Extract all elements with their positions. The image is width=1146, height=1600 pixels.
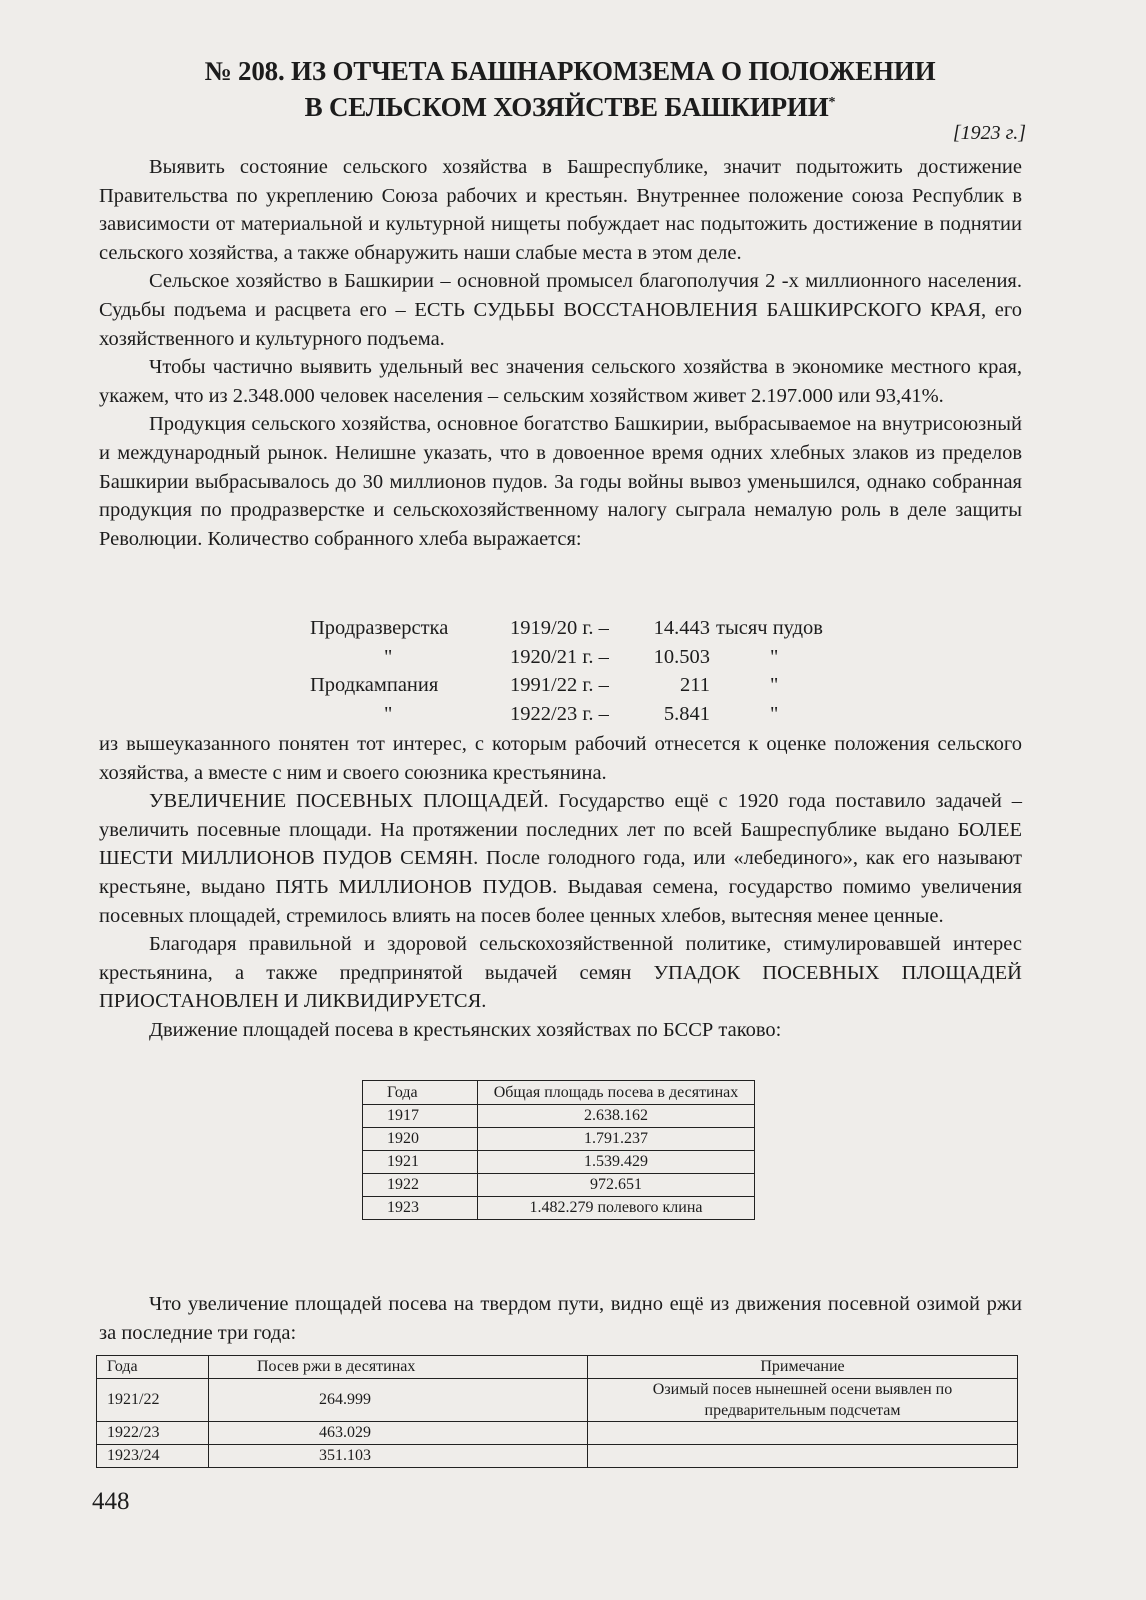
grain-amount: 14.443	[653, 617, 710, 639]
cell-rye-value: 351.103	[209, 1445, 588, 1468]
grain-unit: "	[770, 702, 779, 725]
grain-campaign: Продразверстка	[310, 617, 449, 639]
heading-line-1: № 208. ИЗ ОТЧЕТА БАШНАРКОМЗЕМА О ПОЛОЖЕНИИ	[204, 56, 936, 86]
paragraph: Сельское хозяйство в Башкирии – основной промысел благополучия 2 -х миллионного населения. Судьбы подъема и расцвета его – ЕСТЬ СУДЬБЫ ВОССТАНОВЛЕНИЯ БАШКИРСКОГО КРАЯ, его хозяйственного и культурного подъема.	[99, 270, 1022, 350]
text-block-intro	[99, 153, 1022, 553]
grain-amount: 10.503	[653, 645, 710, 668]
footnote-mark: *	[828, 95, 836, 110]
cell-year: 1922	[363, 1174, 478, 1197]
document-date: [1923 г.]	[952, 122, 1026, 144]
rye-sowing-table	[96, 1355, 1018, 1468]
cell-year: 1921/22	[97, 1379, 209, 1422]
col-header-year: Года	[363, 1081, 478, 1105]
col-header-rye: Посев ржи в десятинах	[209, 1356, 588, 1379]
paragraph: Что увеличение площадей посева на твердом пути, видно ещё из движения посевной озимой ржи за последние три года:	[99, 1293, 1022, 1344]
grain-campaign: Продкампания	[310, 674, 439, 697]
grain-unit: "	[770, 645, 779, 668]
table-header-row	[97, 1356, 1018, 1379]
cell-year: 1920	[363, 1128, 478, 1151]
cell-area: 1.482.279 полевого клина	[478, 1197, 755, 1220]
cell-year: 1921	[363, 1151, 478, 1174]
table-row	[97, 1445, 1018, 1468]
sown-area-table	[362, 1080, 755, 1220]
cell-year: 1923	[363, 1197, 478, 1220]
table-row	[363, 1151, 755, 1174]
table-row	[363, 1197, 755, 1220]
grain-year: 1991/22 г. –	[510, 674, 609, 697]
table-header-row	[363, 1081, 755, 1105]
grain-year: 1919/20 г. –	[510, 617, 609, 639]
text-block-sowing	[99, 730, 1022, 1045]
cell-area: 2.638.162	[478, 1105, 755, 1128]
paragraph: Продукция сельского хозяйства, основное богатство Башкирии, выбрасываемое на внутрисоюзный и международный рынок. Нелишне указать, что в довоенное время одних хлебных злаков из пределов Башкирии выбрасывалось до 30 миллионов пудов. За годы войны вывоз уменьшился, однако собранная продукция по продразверстке и сельскохозяйственному налогу сыграла немалую роль в деле защиты Революции. Количество собранного хлеба выражается:	[99, 413, 1022, 550]
cell-year: 1923/24	[97, 1445, 209, 1468]
grain-amount: 5.841	[663, 702, 710, 725]
cell-area: 1.791.237	[478, 1128, 755, 1151]
grain-campaign: "	[384, 702, 393, 725]
paragraph: Благодаря правильной и здоровой сельскохозяйственной политике, стимулировавшей интерес крестьянина, а также предпринятой выдачей семян УПАДОК ПОСЕВНЫХ ПЛОЩАДЕЙ ПРИОСТАНОВЛЕН И ЛИКВИДИРУЕТСЯ.	[99, 933, 1022, 1013]
cell-rye-value: 463.029	[209, 1422, 588, 1445]
col-header-year: Года	[97, 1356, 209, 1379]
cell-year: 1917	[363, 1105, 478, 1128]
paragraph: из вышеуказанного понятен тот интерес, с которым рабочий отнесется к оценке положения сельского хозяйства, а вместе с ним и своего союзника крестьянина.	[99, 733, 1022, 784]
table-row	[363, 1128, 755, 1151]
cell-area: 972.651	[478, 1174, 755, 1197]
cell-note-empty	[588, 1422, 1018, 1445]
grain-campaign: "	[384, 645, 393, 668]
heading-line-2-text: В СЕЛЬСКОМ ХОЗЯЙСТВЕ БАШКИРИИ	[304, 92, 829, 122]
grain-unit: "	[770, 674, 779, 697]
cell-note: Озимый посев нынешней осени выявлен по предварительным подсчетам	[588, 1379, 1018, 1422]
paragraph: Чтобы частично выявить удельный вес значения сельского хозяйства в экономике местного края, укажем, что из 2.348.000 человек населения – сельским хозяйством живет 2.197.000 или 93,41%.	[99, 356, 1022, 407]
paragraph: Движение площадей посева в крестьянских хозяйствах по БССР таково:	[149, 1018, 782, 1041]
heading-line-2	[100, 87, 1040, 123]
paragraph: Выявить состояние сельского хозяйства в Башреспублике, значит подытожить достижение Правительства по укреплению Союза рабочих и крестьян. Внутреннее положение союза Республик в зависимости от материальной и культурной нищеты побуждает нас подытожить достижение в поднятии сельского хозяйства, а также обнаружить наши слабые места в этом деле.	[99, 156, 1022, 264]
document-heading	[100, 55, 1040, 123]
col-header-area: Общая площадь посева в десятинах	[478, 1081, 755, 1105]
grain-year: 1920/21 г. –	[510, 645, 609, 668]
text-block-rye	[99, 1290, 1022, 1347]
page-number: 448	[92, 1488, 130, 1515]
col-header-note: Примечание	[588, 1356, 1018, 1379]
paragraph: УВЕЛИЧЕНИЕ ПОСЕВНЫХ ПЛОЩАДЕЙ. Государство ещё с 1920 года поставило задачей – увеличить посевные площади. На протяжении последних лет по всей Башреспублике выдано БОЛЕЕ ШЕСТИ МИЛЛИОНОВ ПУДОВ СЕМЯН. После голодного года, или «лебединого», как его называют крестьяне, выдано ПЯТЬ МИЛЛИОНОВ ПУДОВ. Выдавая семена, государство помимо увеличения посевных площадей, стремилось влиять на посев более ценных хлебов, вытесняя менее ценные.	[99, 790, 1022, 927]
cell-year: 1922/23	[97, 1422, 209, 1445]
cell-note-empty	[588, 1445, 1018, 1468]
grain-year: 1922/23 г. –	[510, 702, 609, 725]
cell-area: 1.539.429	[478, 1151, 755, 1174]
table-row	[363, 1105, 755, 1128]
grain-amount: 211	[680, 674, 710, 697]
table-row	[97, 1422, 1018, 1445]
table-row	[363, 1174, 755, 1197]
cell-rye-value: 264.999	[209, 1379, 588, 1422]
table-row	[97, 1379, 1018, 1422]
grain-unit: тысяч пудов	[716, 617, 823, 639]
